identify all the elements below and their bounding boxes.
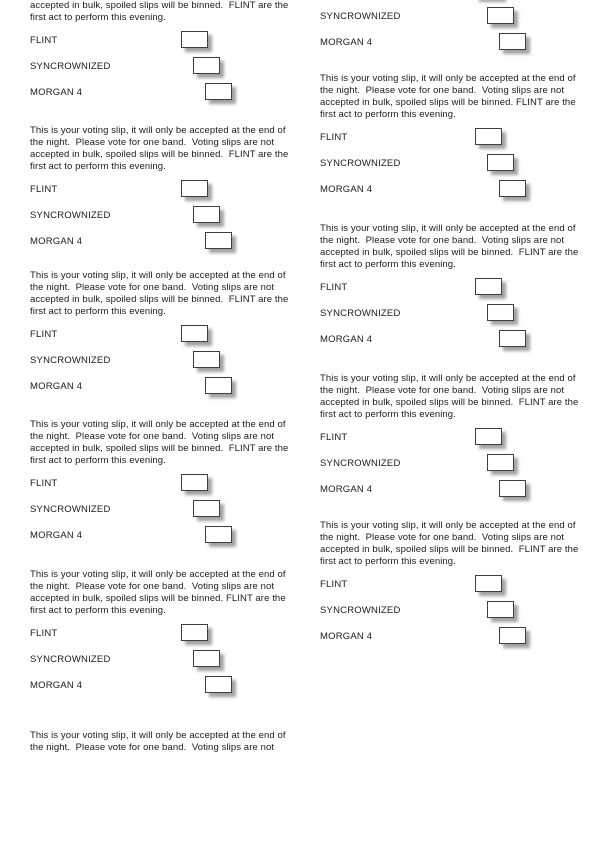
slip-instructions-line: first act to perform this evening. bbox=[30, 306, 166, 317]
vote-option-row bbox=[30, 57, 280, 77]
vote-checkbox[interactable] bbox=[193, 206, 220, 223]
slip-instructions-line: This is your voting slip, it will only be accepted at the end of bbox=[30, 419, 286, 430]
vote-option-row bbox=[30, 206, 280, 226]
vote-option-row bbox=[320, 330, 570, 350]
vote-option-row bbox=[30, 474, 280, 494]
vote-option-label: FLINT bbox=[30, 628, 58, 639]
vote-checkbox[interactable] bbox=[193, 351, 220, 368]
slip-instructions-line: This is your voting slip, it will only be accepted at the end of bbox=[30, 569, 286, 580]
slip-instructions-line: first act to perform this evening. bbox=[30, 161, 166, 172]
vote-option-row bbox=[30, 325, 280, 345]
vote-option-row bbox=[320, 627, 570, 647]
vote-option-label: MORGAN 4 bbox=[30, 680, 83, 691]
vote-option-row bbox=[320, 154, 570, 174]
vote-option-label: SYNCROWNIZED bbox=[320, 11, 401, 22]
voting-slip bbox=[320, 373, 579, 505]
vote-option-row bbox=[30, 180, 280, 200]
vote-option-label: MORGAN 4 bbox=[30, 530, 83, 541]
vote-option-label: FLINT bbox=[320, 282, 348, 293]
vote-checkbox[interactable] bbox=[205, 232, 232, 249]
vote-option-label: SYNCROWNIZED bbox=[30, 355, 111, 366]
vote-option-row bbox=[30, 500, 280, 520]
voting-slip bbox=[30, 0, 289, 108]
vote-checkbox[interactable] bbox=[181, 474, 208, 491]
vote-option-label: MORGAN 4 bbox=[320, 37, 373, 48]
slip-instructions-line: the night. Please vote for one band. Voting slips are not bbox=[320, 532, 565, 543]
vote-option-label: MORGAN 4 bbox=[320, 484, 373, 495]
voting-slip bbox=[320, 520, 579, 652]
vote-option-row bbox=[320, 428, 570, 448]
vote-option-row bbox=[320, 575, 570, 595]
vote-options bbox=[320, 373, 579, 505]
slip-instructions-line: first act to perform this evening. bbox=[30, 455, 166, 466]
vote-option-label: MORGAN 4 bbox=[320, 184, 373, 195]
vote-checkbox[interactable] bbox=[181, 31, 208, 48]
vote-options bbox=[320, 0, 570, 58]
voting-slip bbox=[30, 125, 289, 257]
column-left bbox=[30, 0, 289, 753]
vote-checkbox[interactable] bbox=[475, 128, 502, 145]
vote-option-label: FLINT bbox=[30, 184, 58, 195]
vote-option-row bbox=[30, 351, 280, 371]
vote-checkbox[interactable] bbox=[475, 278, 502, 295]
slip-instructions-line: accepted in bulk, spoiled slips will be binned. FLINT are the bbox=[30, 593, 286, 604]
vote-checkbox[interactable] bbox=[475, 575, 502, 592]
vote-option-row bbox=[30, 526, 280, 546]
vote-checkbox[interactable] bbox=[487, 454, 514, 471]
slip-instructions-line: accepted in bulk, spoiled slips will be binned. FLINT are the bbox=[30, 443, 289, 454]
vote-option-row bbox=[30, 676, 280, 696]
vote-checkbox[interactable] bbox=[487, 154, 514, 171]
voting-slip bbox=[30, 569, 286, 701]
vote-options bbox=[30, 125, 289, 257]
vote-options bbox=[30, 0, 289, 108]
slip-instructions-line: accepted in bulk, spoiled slips will be binned. FLINT are the bbox=[30, 294, 289, 305]
vote-option-label: MORGAN 4 bbox=[30, 87, 83, 98]
slip-instructions-line: This is your voting slip, it will only be accepted at the end of bbox=[30, 730, 286, 741]
vote-checkbox[interactable] bbox=[487, 304, 514, 321]
vote-options bbox=[320, 73, 576, 205]
vote-option-label: SYNCROWNIZED bbox=[30, 61, 111, 72]
vote-option-row bbox=[320, 128, 570, 148]
vote-checkbox[interactable] bbox=[499, 180, 526, 197]
vote-option-label: FLINT bbox=[320, 432, 348, 443]
vote-checkbox[interactable] bbox=[181, 325, 208, 342]
vote-checkbox[interactable] bbox=[181, 624, 208, 641]
slip-instructions-line: first act to perform this evening. bbox=[30, 605, 166, 616]
vote-option-label: FLINT bbox=[30, 329, 58, 340]
vote-option-row bbox=[30, 650, 280, 670]
vote-option-row bbox=[320, 454, 570, 474]
vote-option-row bbox=[320, 480, 570, 500]
slip-instructions-line: the night. Please vote for one band. Voting slips are not bbox=[30, 581, 275, 592]
voting-slip bbox=[320, 73, 576, 205]
vote-option-row bbox=[320, 304, 570, 324]
voting-slip bbox=[30, 270, 289, 402]
slip-instructions-line: the night. Please vote for one band. Voting slips are not bbox=[320, 235, 565, 246]
slip-instructions-line: accepted in bulk, spoiled slips will be binned. FLINT are the bbox=[320, 97, 576, 108]
vote-checkbox[interactable] bbox=[499, 330, 526, 347]
vote-checkbox[interactable] bbox=[205, 83, 232, 100]
slip-instructions-line: This is your voting slip, it will only be accepted at the end of bbox=[320, 373, 576, 384]
vote-option-label: FLINT bbox=[320, 132, 348, 143]
vote-option-label: FLINT bbox=[30, 35, 58, 46]
slip-instructions-line: accepted in bulk, spoiled slips will be binned. FLINT are the bbox=[30, 0, 289, 11]
slip-instructions-line: first act to perform this evening. bbox=[320, 109, 456, 120]
slip-instructions-line: first act to perform this evening. bbox=[320, 409, 456, 420]
vote-option-label: SYNCROWNIZED bbox=[320, 308, 401, 319]
slip-instructions-line: first act to perform this evening. bbox=[30, 12, 166, 23]
vote-option-row bbox=[30, 377, 280, 397]
vote-option-label: FLINT bbox=[320, 579, 348, 590]
vote-option-row bbox=[320, 278, 570, 298]
slip-instructions-line: accepted in bulk, spoiled slips will be binned. FLINT are the bbox=[320, 544, 579, 555]
slip-instructions-line: This is your voting slip, it will only be accepted at the end of bbox=[320, 73, 576, 84]
voting-slip bbox=[320, 0, 570, 58]
slip-instructions-line: accepted in bulk, spoiled slips will be binned. FLINT are the bbox=[30, 149, 289, 160]
vote-checkbox[interactable] bbox=[499, 33, 526, 50]
vote-checkbox[interactable] bbox=[475, 428, 502, 445]
vote-options bbox=[30, 270, 289, 402]
vote-checkbox[interactable] bbox=[487, 601, 514, 618]
vote-options bbox=[320, 520, 579, 652]
slip-instructions-line: This is your voting slip, it will only be accepted at the end of bbox=[320, 223, 576, 234]
vote-option-label: SYNCROWNIZED bbox=[320, 458, 401, 469]
vote-option-label: MORGAN 4 bbox=[320, 334, 373, 345]
slip-instructions-line: first act to perform this evening. bbox=[320, 259, 456, 270]
vote-options bbox=[320, 223, 579, 355]
vote-option-row bbox=[320, 33, 570, 53]
vote-option-label: SYNCROWNIZED bbox=[30, 210, 111, 221]
vote-checkbox[interactable] bbox=[205, 526, 232, 543]
slip-instructions-line: accepted in bulk, spoiled slips will be binned. FLINT are the bbox=[320, 247, 579, 258]
vote-option-row bbox=[320, 7, 570, 27]
vote-checkbox[interactable] bbox=[487, 7, 514, 24]
vote-option-row bbox=[320, 601, 570, 621]
vote-option-row bbox=[30, 83, 280, 103]
slip-instructions-line: the night. Please vote for one band. Voting slips are not bbox=[30, 742, 275, 753]
vote-checkbox[interactable] bbox=[181, 180, 208, 197]
slip-instructions-line: the night. Please vote for one band. Voting slips are not bbox=[320, 85, 565, 96]
column-right bbox=[320, 0, 579, 750]
voting-slip bbox=[30, 419, 289, 551]
vote-options bbox=[30, 419, 289, 551]
vote-option-label: MORGAN 4 bbox=[30, 236, 83, 247]
vote-checkbox[interactable] bbox=[499, 480, 526, 497]
slip-instructions-line: the night. Please vote for one band. Voting slips are not bbox=[30, 137, 275, 148]
vote-checkbox[interactable] bbox=[205, 676, 232, 693]
vote-option-label: SYNCROWNIZED bbox=[30, 504, 111, 515]
slip-instructions-line: the night. Please vote for one band. Voting slips are not bbox=[320, 385, 565, 396]
vote-option-label: SYNCROWNIZED bbox=[30, 654, 111, 665]
vote-option-label: SYNCROWNIZED bbox=[320, 158, 401, 169]
vote-option-label: SYNCROWNIZED bbox=[320, 605, 401, 616]
vote-checkbox[interactable] bbox=[499, 627, 526, 644]
slip-instructions-line: This is your voting slip, it will only be accepted at the end of bbox=[30, 270, 286, 281]
vote-option-label: MORGAN 4 bbox=[320, 631, 373, 642]
vote-option-row bbox=[30, 232, 280, 252]
slip-instructions-line: the night. Please vote for one band. Voting slips are not bbox=[30, 431, 275, 442]
vote-option-label: FLINT bbox=[30, 478, 58, 489]
voting-slip bbox=[320, 223, 579, 355]
slip-instructions-line: This is your voting slip, it will only be accepted at the end of bbox=[30, 125, 286, 136]
vote-checkbox[interactable] bbox=[193, 650, 220, 667]
vote-option-label: MORGAN 4 bbox=[30, 381, 83, 392]
vote-checkbox[interactable] bbox=[193, 57, 220, 74]
vote-option-row bbox=[320, 0, 570, 1]
vote-option-row bbox=[320, 180, 570, 200]
vote-checkbox[interactable] bbox=[205, 377, 232, 394]
slip-instructions-line: accepted in bulk, spoiled slips will be binned. FLINT are the bbox=[320, 397, 579, 408]
vote-option-row bbox=[30, 624, 280, 644]
slip-instructions-line: first act to perform this evening. bbox=[320, 556, 456, 567]
vote-options bbox=[30, 569, 286, 701]
vote-checkbox[interactable] bbox=[193, 500, 220, 517]
slip-instructions-line: This is your voting slip, it will only be accepted at the end of bbox=[320, 520, 576, 531]
slip-instructions-line: the night. Please vote for one band. Voting slips are not bbox=[30, 282, 275, 293]
vote-option-row bbox=[30, 31, 280, 51]
